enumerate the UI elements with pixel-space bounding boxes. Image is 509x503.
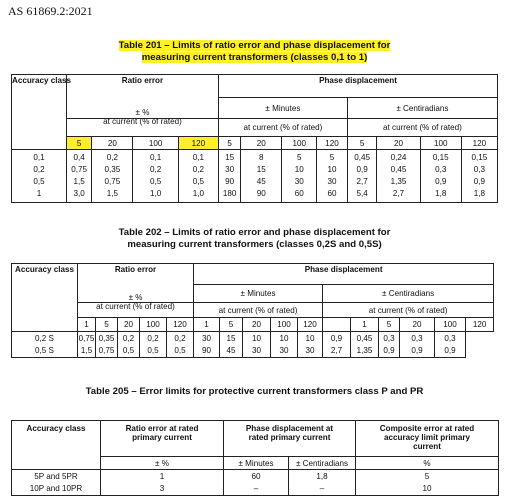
t201-accuracy-header: Accuracy class <box>12 75 67 150</box>
t202-ratio-header: Ratio error <box>78 264 194 303</box>
t201-ratio-current: 5 <box>66 137 91 150</box>
t202-ratio-current: 100 <box>140 318 167 332</box>
t201-centi-header: ± Centiradians <box>347 98 497 119</box>
t205-minutes-unit: ± Minutes <box>224 457 289 470</box>
t202-ratio-current: 1 <box>78 318 96 332</box>
t202-min-current: 5 <box>220 318 243 332</box>
t205-minutes-column: 60 – <box>224 470 289 496</box>
t202-ratio-current: 5 <box>96 318 118 332</box>
t202-min-current: 100 <box>271 318 298 332</box>
t201-ratio-5-column: 0,4 0,75 1,5 3,0 <box>66 150 91 203</box>
t201-min-current: 120 <box>317 137 348 150</box>
t201-min-20-column: 8 15 45 90 <box>241 150 282 203</box>
table-202-title-line2: measuring current transformers (classes 0,2S and 0,5S) <box>127 239 382 250</box>
standard-number: AS 61869.2:2021 <box>8 4 93 18</box>
table-201-title-line2: measuring current transformers (classes 0,1 to 1) <box>141 52 368 63</box>
t202-crad-1-column: 0,9 2,7 <box>323 332 351 358</box>
table-202-title-line1: Table 202 – Limits of ratio error and phase displacement for <box>118 227 391 238</box>
t201-minutes-at-current: at current (% of rated) <box>219 119 348 137</box>
t202-centi-header: ± Centiradians <box>323 285 494 303</box>
t202-crad-5-column: 0,45 1,35 <box>351 332 379 358</box>
t202-minutes-at-current: at current (% of rated) <box>194 303 323 318</box>
t205-pct-unit: ± % <box>101 457 224 470</box>
t202-crad-current: 5 <box>379 318 400 332</box>
table-205-title: Table 205 – Error limits for protective current transformers class P and PR <box>85 386 424 397</box>
t205-accuracy-header: Accuracy class <box>12 421 101 470</box>
t201-ratio-120-column: 0,1 0,2 0,5 1,0 <box>178 150 218 203</box>
t202-phase-header: Phase displacement <box>194 264 494 285</box>
t201-crad-5-column: 0,45 0,9 2,7 5,4 <box>347 150 377 203</box>
t201-minutes-header: ± Minutes <box>219 98 348 119</box>
t202-min-20-column: 10 30 <box>243 332 271 358</box>
t202-ratio-120-column: 0,2 0,5 <box>167 332 194 358</box>
t202-crad-current: 1 <box>351 318 379 332</box>
t201-crad-120-column: 0,15 0,3 0,9 1,8 <box>461 150 497 203</box>
t201-ratio-current: 120 <box>178 137 218 150</box>
t202-min-1-column: 30 90 <box>194 332 220 358</box>
t201-ratio-20-column: 0,2 0,35 0,75 1,5 <box>92 150 133 203</box>
t201-ratio-current: 100 <box>133 137 178 150</box>
t202-ratio-current: 120 <box>167 318 194 332</box>
t201-crad-current: 120 <box>461 137 497 150</box>
t205-composite-header: Composite error at rated accuracy limit primary current <box>356 421 499 457</box>
t201-min-120-column: 5 10 30 60 <box>317 150 348 203</box>
t202-class-column: 0,2 S 0,5 S <box>12 332 78 358</box>
t202-min-5-column: 15 45 <box>220 332 243 358</box>
t201-crad-100-column: 0,15 0,3 0,9 1,8 <box>420 150 461 203</box>
t202-minutes-header: ± Minutes <box>194 285 323 303</box>
table-202 <box>11 263 494 358</box>
t205-composite-column: 5 10 <box>356 470 499 496</box>
t205-centi-column: 1,8 – <box>289 470 356 496</box>
t201-min-100-column: 5 10 30 60 <box>282 150 317 203</box>
table-202-title <box>0 227 509 251</box>
t201-crad-current: 100 <box>420 137 461 150</box>
t202-ratio-1-column: 0,75 1,5 <box>78 332 96 358</box>
t201-phase-header: Phase displacement <box>219 75 498 98</box>
t202-crad-current: 100 <box>435 318 466 332</box>
t205-pct2-unit: % <box>356 457 499 470</box>
t201-ratio-pct-at-current: ± % at current (% of rated) <box>66 119 218 137</box>
t201-crad-20-column: 0,24 0,45 1,35 2,7 <box>377 150 420 203</box>
t202-ratio-pct-at-current: ± % at current (% of rated) <box>78 303 194 318</box>
t202-min-100-column: 10 30 <box>271 332 298 358</box>
t201-crad-current: 20 <box>377 137 420 150</box>
t202-crad-current: 20 <box>400 318 435 332</box>
t201-centi-at-current: at current (% of rated) <box>347 119 497 137</box>
t202-centi-at-current: at current (% of rated) <box>323 303 494 318</box>
t201-crad-current: 5 <box>347 137 377 150</box>
t205-ratio-column: 1 3 <box>101 470 224 496</box>
t202-ratio-20-column: 0,2 0,5 <box>118 332 140 358</box>
t201-min-current: 20 <box>241 137 282 150</box>
t205-ratio-header: Ratio error at rated primary current <box>101 421 224 457</box>
t205-class-column: 5P and 5PR 10P and 10PR <box>12 470 101 496</box>
t202-crad-120-column: 0,3 0,9 <box>435 332 466 358</box>
t201-ratio-header: Ratio error <box>66 75 218 119</box>
t202-accuracy-header: Accuracy class <box>12 264 78 332</box>
t202-min-current: 120 <box>298 318 323 332</box>
t202-crad-100-column: 0,3 0,9 <box>400 332 435 358</box>
table-201 <box>11 74 498 203</box>
t201-min-current: 100 <box>282 137 317 150</box>
t202-crad-20-column: 0,3 0,9 <box>379 332 400 358</box>
t202-min-current: 20 <box>243 318 271 332</box>
t205-centi-unit: ± Centiradians <box>289 457 356 470</box>
t202-ratio-5-column: 0,35 0,75 <box>96 332 118 358</box>
t202-min-120-column: 10 30 <box>298 332 323 358</box>
t201-min-5-column: 15 30 90 180 <box>219 150 241 203</box>
t205-phase-header: Phase displacement at rated primary current <box>224 421 356 457</box>
t202-min-current: 1 <box>194 318 220 332</box>
t201-min-current: 5 <box>219 137 241 150</box>
t202-crad-spacer <box>323 318 351 332</box>
t201-ratio-current: 20 <box>92 137 133 150</box>
table-201-title-line1: Table 201 – Limits of ratio error and phase displacement for <box>118 40 391 51</box>
t202-crad-current: 120 <box>466 318 494 332</box>
table-201-title <box>0 40 509 64</box>
t201-ratio-100-column: 0,1 0,2 0,5 1,0 <box>133 150 178 203</box>
t202-ratio-current: 20 <box>118 318 140 332</box>
t202-ratio-100-column: 0,2 0,5 <box>140 332 167 358</box>
table-205 <box>11 420 499 496</box>
t201-class-column: 0,1 0,2 0,5 1 <box>12 150 67 203</box>
